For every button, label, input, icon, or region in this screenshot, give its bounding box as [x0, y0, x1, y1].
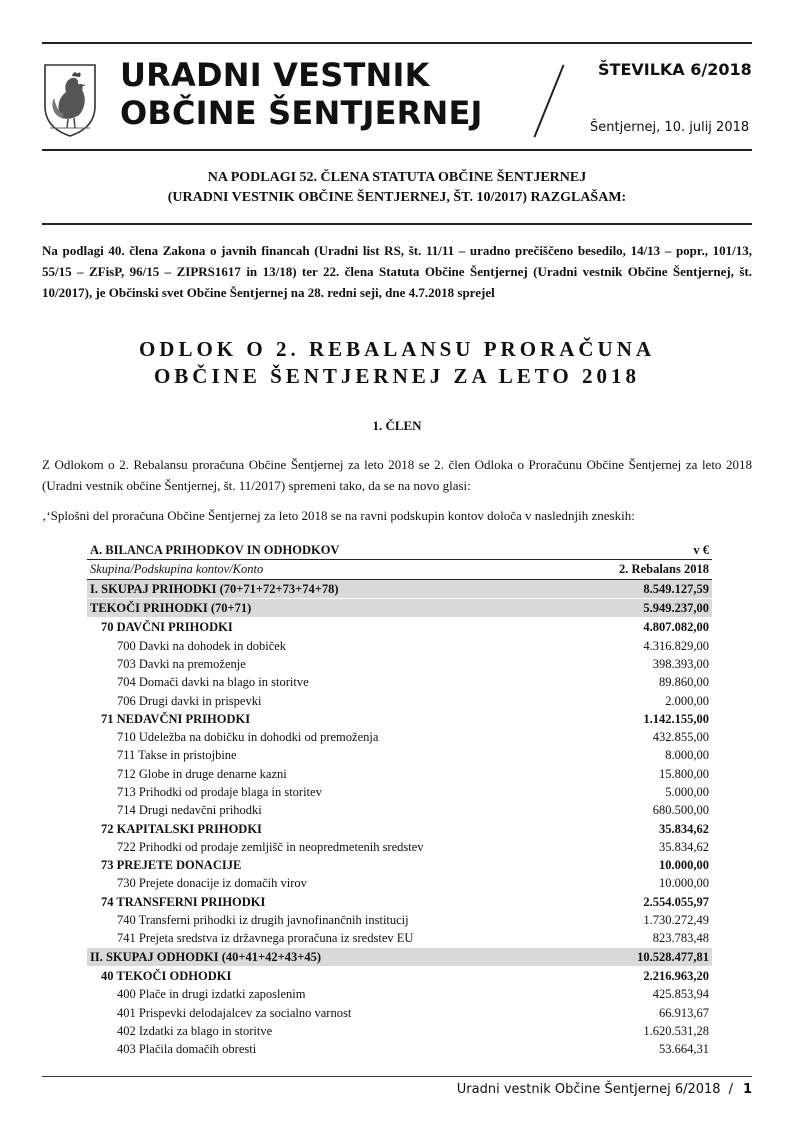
row-value: 5.949.237,00	[574, 598, 712, 617]
table-row	[87, 801, 712, 819]
table-row	[87, 746, 712, 764]
decree-title	[42, 336, 752, 390]
masthead-title-line1: URADNI VESTNIK	[120, 56, 430, 94]
row-label: 722 Prihodki od prodaje zemljišč in neopredmetenih sredstev	[117, 839, 424, 854]
table-title-row	[87, 541, 712, 560]
row-label: TEKOČI PRIHODKI (70+71)	[87, 598, 574, 617]
row-value: 4.807.082,00	[643, 620, 709, 635]
page-footer	[42, 1082, 752, 1097]
table-row	[87, 874, 712, 892]
decree-title-line2: OBČINE ŠENTJERNEJ ZA LETO 2018	[153, 364, 641, 388]
row-label: 72 KAPITALSKI PRIHODKI	[101, 821, 262, 836]
issue-date: Šentjernej, 10. julij 2018	[590, 120, 750, 135]
row-label: II. SKUPAJ ODHODKI (40+41+42+43+45)	[87, 948, 574, 967]
row-value: 89.860,00	[659, 675, 709, 690]
row-label: 40 TEKOČI ODHODKI	[101, 968, 232, 983]
row-label: 713 Prihodki od prodaje blaga in storitev	[117, 785, 322, 799]
table-row	[87, 819, 712, 837]
row-label: 401 Prispevki delodajalcev za socialno varnost	[117, 1005, 352, 1020]
promulgation-line2: (URADNI VESTNIK OBČINE ŠENTJERNEJ, ŠT. 10/2017) RAZGLAŠAM:	[167, 190, 627, 205]
row-value: 432.855,00	[652, 730, 709, 745]
row-value: 1.142.155,00	[643, 711, 709, 726]
table-row	[87, 838, 712, 856]
table-row	[87, 948, 712, 967]
row-label: 71 NEDAVČNI PRIHODKI	[101, 711, 251, 726]
table-header-row	[87, 560, 712, 579]
row-value: 10.528.477,81	[574, 948, 712, 967]
table-row	[87, 636, 712, 654]
table-row	[87, 1040, 712, 1058]
footer-separator: /	[728, 1082, 733, 1097]
row-label: 706 Drugi davki in prispevki	[117, 693, 262, 708]
table-row	[87, 673, 712, 691]
table-row	[87, 893, 712, 911]
footer-rule	[42, 1076, 752, 1077]
row-value: 1.730.272,49	[643, 913, 709, 928]
row-label: 710 Udeležba na dobičku in dohodki od premoženja	[117, 730, 379, 745]
table-row	[87, 1003, 712, 1021]
column-header-value: 2. Rebalans 2018	[574, 560, 712, 579]
row-value: 10.000,00	[659, 876, 709, 891]
column-header-label: Skupina/Podskupina kontov/Konto	[87, 560, 574, 579]
row-value: 425.853,94	[652, 987, 709, 1002]
table-unit: v €	[574, 541, 712, 560]
table-row	[87, 710, 712, 728]
row-value: 8.549.127,59	[574, 579, 712, 598]
table-row	[87, 655, 712, 673]
row-value: 398.393,00	[652, 656, 709, 671]
row-value: 15.800,00	[659, 766, 709, 781]
row-value: 823.783,48	[652, 931, 709, 946]
promulgation-heading	[42, 168, 752, 208]
table-row	[87, 579, 712, 598]
row-label: 73 PREJETE DONACIJE	[101, 858, 242, 873]
preamble-paragraph: Na podlagi 40. člena Zakona o javnih financah (Uradni list RS, št. 11/11 – uradno prečiščeno besedilo, 14/13 – popr., 101/13, 55/15 – ZFisP, 96/15 – ZIPRS1617 in 13/18) ter 22. člena Statuta Občine Šentjernej (Uradni vestnik Občine Šentjernej, št. 10/2017), je Občinski svet Občine Šentjernej na 28. redni seji, dne 4.7.2018 sprejel	[42, 243, 752, 300]
decree-title-line1: ODLOK O 2. REBALANSU PRORAČUNA	[138, 337, 656, 361]
row-value: 680.500,00	[652, 803, 709, 818]
row-label: 402 Izdatki za blago in storitve	[117, 1023, 273, 1038]
page-number: 1	[742, 1082, 752, 1097]
row-label: 714 Drugi nedavčni prihodki	[117, 803, 262, 818]
table-row	[87, 618, 712, 637]
masthead-title	[120, 56, 483, 132]
article-paragraph: Z Odlokom o 2. Rebalansu proračuna Občine Šentjernej za leto 2018 se 2. člen Odloka o Proračunu Občine Šentjernej za leto 2018 (Uradni vestnik občine Šentjernej, št. 11/2017) spremeni tako, da se na novo glasi:	[42, 457, 752, 493]
row-label: 704 Domači davki na blago in storitve	[117, 675, 309, 690]
row-value: 5.000,00	[665, 785, 709, 799]
row-value: 2.000,00	[665, 693, 709, 708]
row-label: I. SKUPAJ PRIHODKI (70+71+72+73+74+78)	[87, 579, 574, 598]
masthead-title-line2: OBČINE ŠENTJERNEJ	[120, 94, 483, 132]
row-value: 66.913,67	[659, 1005, 709, 1020]
header-rule	[42, 149, 752, 151]
section-rule	[42, 223, 752, 225]
article-heading: 1. ČLEN	[372, 418, 422, 433]
budget-table	[87, 541, 712, 1058]
table-title: A. BILANCA PRIHODKOV IN ODHODKOV	[87, 541, 574, 560]
article-intro: ‚‘Splošni del proračuna Občine Šentjernej za leto 2018 se na ravni podskupin kontov določa v naslednjih zneskih:	[42, 508, 635, 523]
promulgation-line1: NA PODLAGI 52. ČLENA STATUTA OBČINE ŠENTJERNEJ	[207, 170, 587, 185]
table-row	[87, 911, 712, 929]
footer-publication: Uradni vestnik Občine Šentjernej 6/2018	[456, 1082, 721, 1097]
row-label: 730 Prejete donacije iz domačih virov	[117, 876, 307, 891]
table-row	[87, 765, 712, 783]
row-value: 4.316.829,00	[643, 638, 709, 653]
row-label: 700 Davki na dohodek in dobiček	[117, 638, 287, 653]
rooster-crest-icon	[42, 62, 98, 138]
table-row	[87, 1022, 712, 1040]
row-value: 2.216.963,20	[643, 968, 709, 983]
row-label: 711 Takse in pristojbine	[117, 748, 237, 763]
row-label: 741 Prejeta sredstva iz državnega proračuna iz sredstev EU	[117, 931, 414, 946]
table-row	[87, 598, 712, 617]
row-value: 35.834,62	[659, 821, 709, 836]
row-value: 10.000,00	[659, 858, 709, 873]
row-label: 703 Davki na premoženje	[117, 656, 246, 671]
row-label: 70 DAVČNI PRIHODKI	[101, 620, 233, 635]
row-value: 53.664,31	[659, 1042, 709, 1057]
table-row	[87, 728, 712, 746]
masthead-slash	[533, 64, 564, 137]
table-row	[87, 966, 712, 985]
row-label: 712 Globe in druge denarne kazni	[117, 766, 287, 781]
row-value: 1.620.531,28	[643, 1023, 709, 1038]
issue-number: ŠTEVILKA 6/2018	[598, 60, 752, 79]
row-label: 403 Plačila domačih obresti	[117, 1042, 257, 1057]
table-row	[87, 783, 712, 801]
row-value: 2.554.055,97	[643, 894, 709, 909]
table-row	[87, 856, 712, 874]
row-value: 8.000,00	[665, 748, 709, 763]
row-label: 740 Transferni prihodki iz drugih javnofinančnih institucij	[117, 913, 409, 928]
table-row	[87, 929, 712, 947]
row-label: 400 Plače in drugi izdatki zaposlenim	[117, 987, 306, 1002]
table-row	[87, 691, 712, 709]
row-value: 35.834,62	[659, 839, 709, 854]
row-label: 74 TRANSFERNI PRIHODKI	[101, 894, 266, 909]
table-row	[87, 985, 712, 1003]
top-rule	[42, 42, 752, 44]
